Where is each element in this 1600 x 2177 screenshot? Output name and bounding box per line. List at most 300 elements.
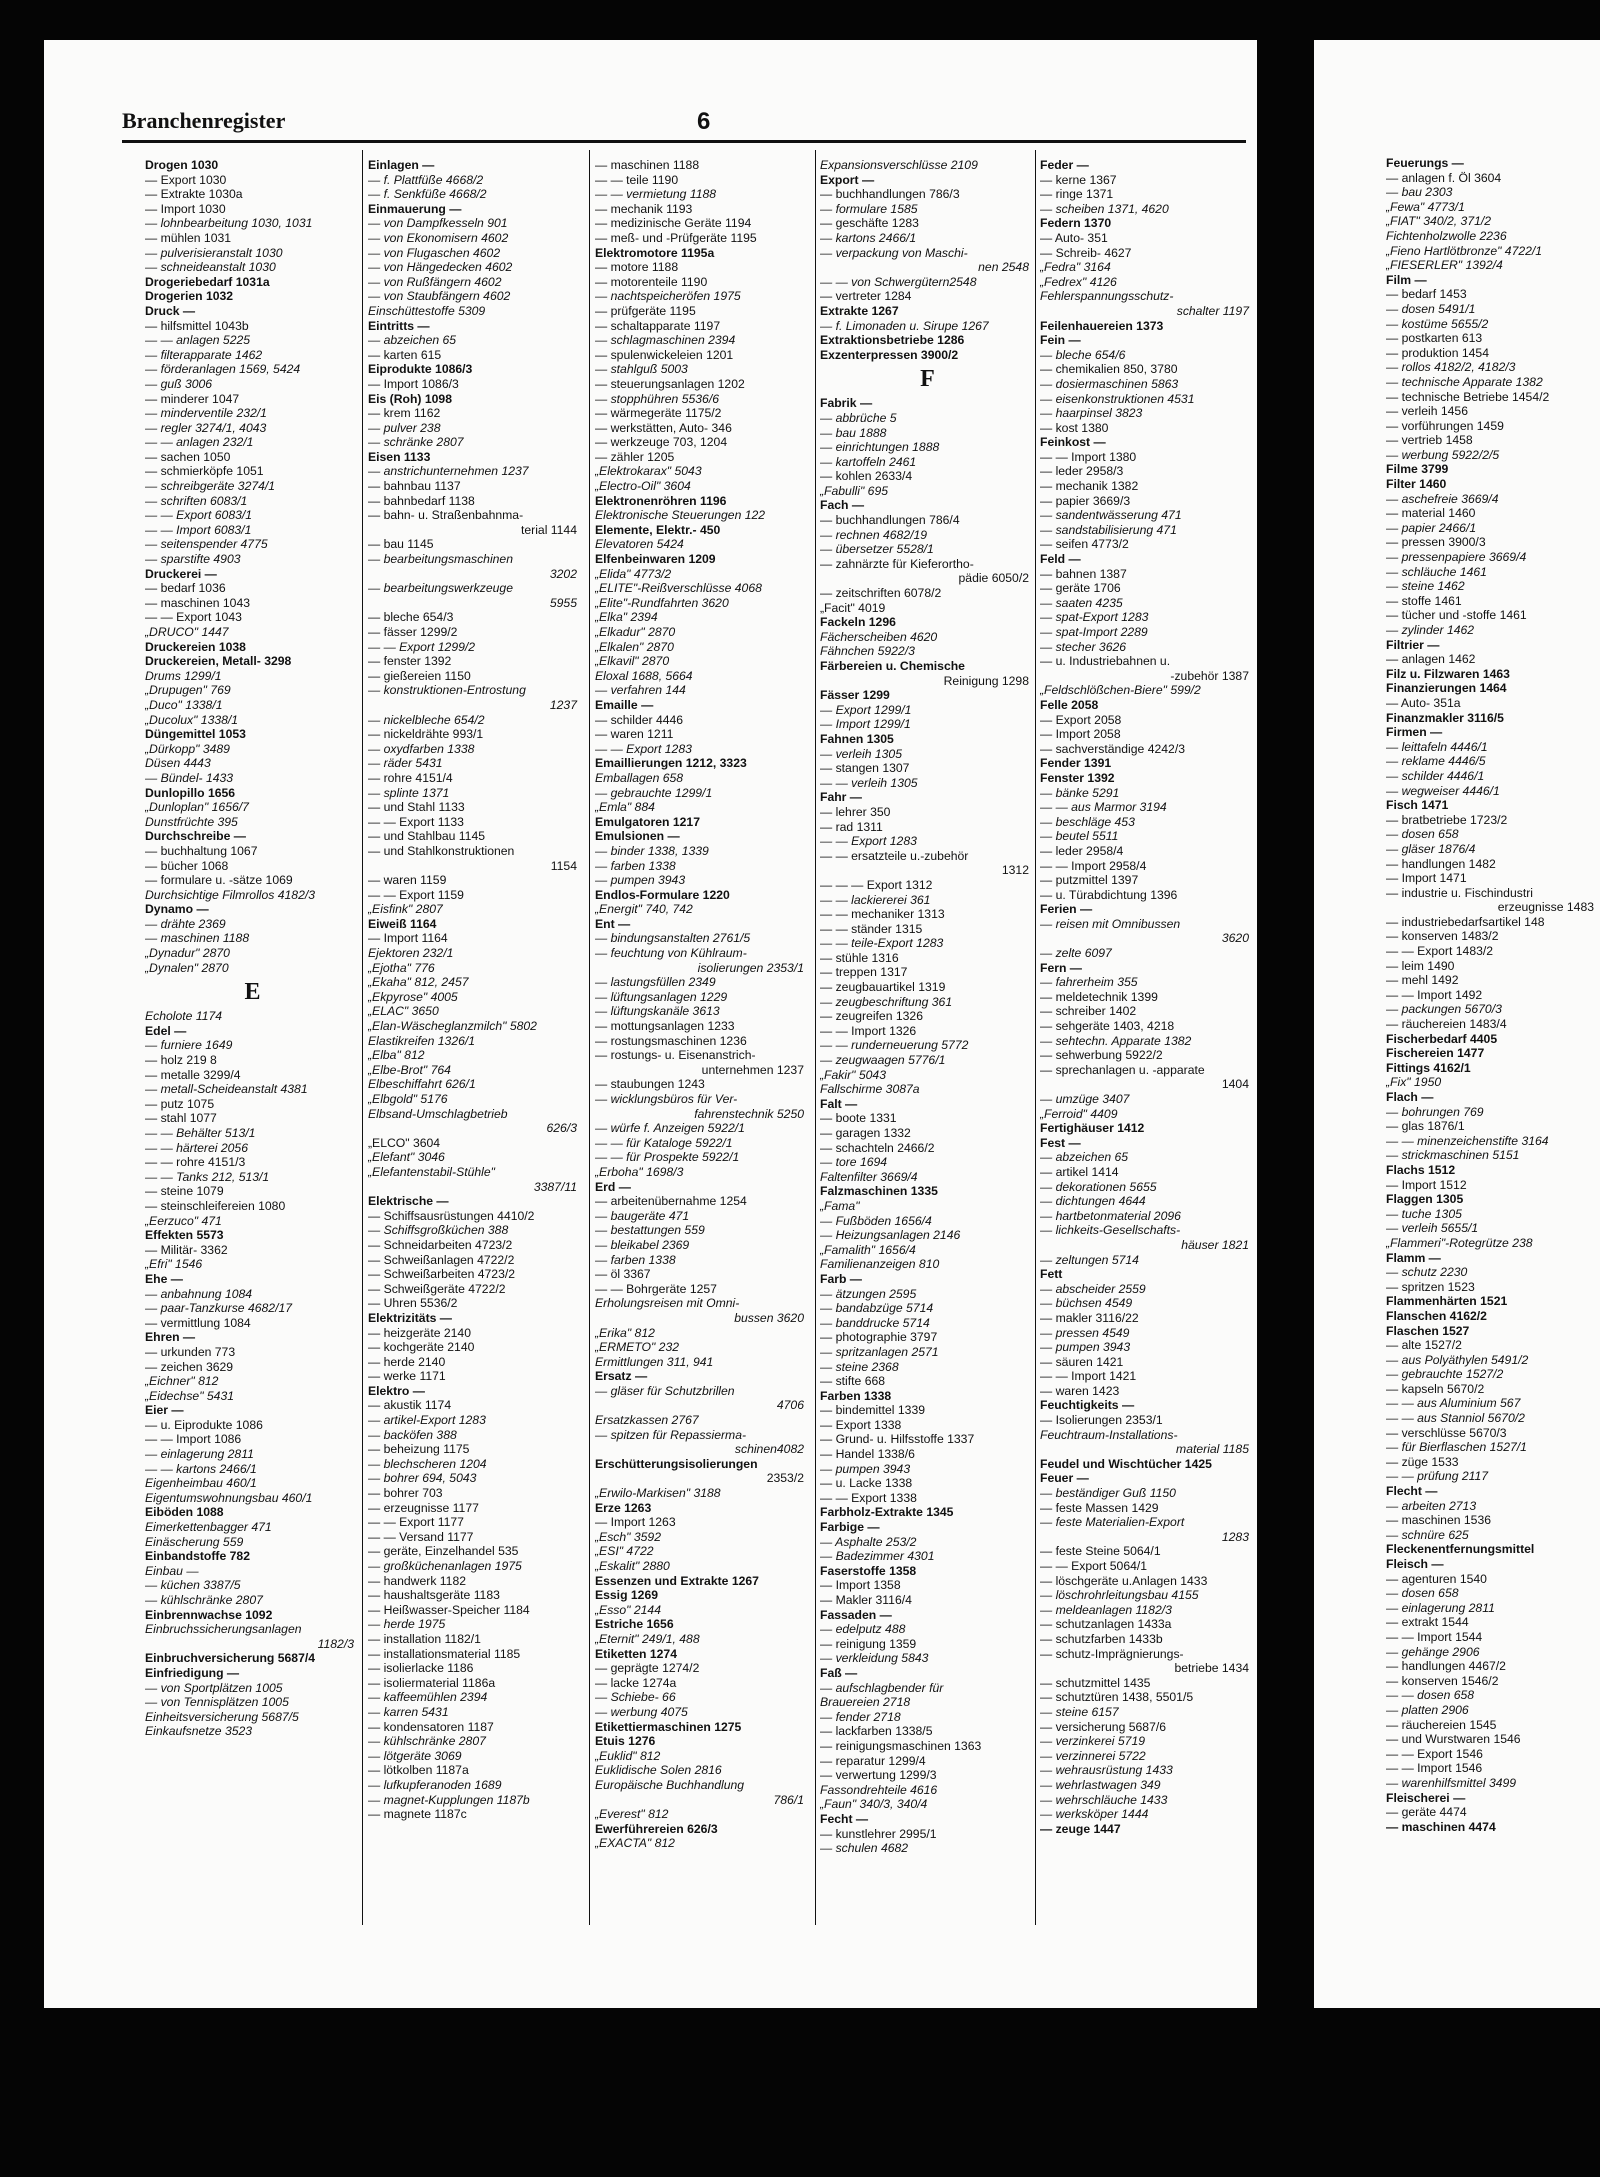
- index-entry: — bohrer 703: [368, 1486, 443, 1501]
- index-entry: — pressenpapiere 3669/4: [1386, 550, 1527, 565]
- index-entry: — zylinder 1462: [1386, 623, 1475, 637]
- column-divider: [362, 150, 363, 1925]
- index-entry: „Facit" 4019: [820, 600, 886, 615]
- index-entry: Eintritts —: [368, 318, 430, 333]
- index-entry: — Heißwasser-Speicher 1184: [368, 1602, 530, 1617]
- index-entry: — heizgeräte 2140: [368, 1325, 471, 1340]
- index-entry: — — Export 1483/2: [1386, 944, 1494, 959]
- index-entry: Fisch 1471: [1386, 798, 1449, 813]
- index-entry: — lohnbearbeitung 1030, 1031: [145, 216, 313, 231]
- index-entry: — bearbeitungsmaschinen: [368, 552, 513, 567]
- index-entry: — Import 1358: [820, 1578, 901, 1593]
- index-entry: — maschinen 1043: [145, 595, 251, 610]
- index-entry: — bahnbau 1137: [368, 479, 461, 494]
- index-entry: — leder 2958/3: [1040, 464, 1124, 479]
- index-entry: Fehlerspannungsschutz-: [1040, 289, 1174, 304]
- index-entry: — fenster 1392: [368, 654, 452, 669]
- index-entry: — von Staubfängern 4602: [368, 289, 511, 304]
- index-entry: — räuchereien 1545: [1386, 1717, 1497, 1732]
- index-entry: Estriche 1656: [595, 1617, 674, 1632]
- index-entry: Expansionsverschlüsse 2109: [820, 158, 978, 172]
- index-entry: — Export 1299/1: [820, 702, 912, 717]
- index-entry: — scheiben 1371, 4620: [1040, 201, 1169, 216]
- index-entry: — Import 1263: [595, 1515, 676, 1530]
- index-entry: Feilenhauereien 1373: [1040, 318, 1164, 333]
- index-entry: — schreiber 1402: [1040, 1004, 1137, 1019]
- index-entry: Etiketten 1274: [595, 1646, 677, 1661]
- index-entry: — bohrungen 769: [1386, 1104, 1484, 1119]
- index-entry: — bindungsanstalten 2761/5: [595, 931, 751, 946]
- index-entry: — industriebedarfsartikel 148: [1386, 914, 1545, 929]
- index-entry: — formulare u. -sätze 1069: [145, 873, 293, 888]
- index-entry: — Schiffsgroßküchen 388: [368, 1223, 509, 1238]
- index-entry: — bücher 1068: [145, 858, 229, 873]
- index-entry: Europäische Buchhandlung: [595, 1777, 745, 1792]
- index-entry: — mechanik 1193: [595, 201, 693, 216]
- index-entry: — bleche 654/6: [1040, 347, 1126, 362]
- index-entry: — förderanlagen 1569, 5424: [145, 362, 301, 377]
- index-entry: 1182/3: [317, 1636, 354, 1651]
- index-entry: Fässer 1299: [820, 688, 890, 703]
- index-entry: „Ejotha" 776: [368, 960, 435, 975]
- index-entry: — makler 3116/22: [1040, 1310, 1139, 1325]
- index-entry: isolierungen 2353/1: [697, 960, 804, 975]
- index-entry: Feuerungs —: [1386, 156, 1464, 170]
- index-entry: Endlos-Formulare 1220: [595, 887, 730, 902]
- index-entry: Ersatz —: [595, 1369, 648, 1384]
- index-entry: — — anlagen 5225: [145, 333, 251, 348]
- index-entry: — sehwerbung 5922/2: [1040, 1048, 1163, 1063]
- index-entry: material 1185: [1176, 1442, 1249, 1457]
- index-entry: — schutz 2230: [1386, 1265, 1468, 1280]
- index-entry: Drums 1299/1: [145, 668, 222, 683]
- index-entry: „Fakir" 5043: [820, 1067, 886, 1082]
- index-entry: — alte 1527/2: [1386, 1338, 1462, 1353]
- index-entry: — industrie u. Fischindustri: [1386, 885, 1533, 900]
- index-entry: — — teile-Export 1283: [820, 936, 944, 951]
- index-entry: — spat-Export 1283: [1040, 610, 1149, 625]
- index-entry: — meldetechnik 1399: [1040, 989, 1158, 1004]
- index-entry: — schachteln 2466/2: [820, 1140, 935, 1155]
- index-entry: — isoliermaterial 1186a: [368, 1675, 496, 1690]
- index-entry: Elbsand-Umschlagbetrieb: [368, 1106, 508, 1121]
- index-entry: — — Bohrgeräte 1257: [595, 1281, 717, 1296]
- index-entry: Fächerscheiben 4620: [820, 629, 938, 644]
- index-entry: „Elite"-Rundfahrten 3620: [595, 595, 729, 610]
- index-entry: — — Import 1421: [1040, 1369, 1137, 1384]
- index-entry: 1237: [549, 697, 577, 712]
- index-entry: — boote 1331: [820, 1111, 897, 1126]
- index-entry: — konserven 1546/2: [1386, 1673, 1499, 1688]
- index-entry: — abscheider 2559: [1040, 1281, 1146, 1296]
- index-entry: — verleih 5655/1: [1386, 1221, 1479, 1236]
- index-entry: — f. Plattfüße 4668/2: [368, 172, 484, 187]
- index-entry: — büchsen 4549: [1040, 1296, 1133, 1311]
- index-entry: — reisen mit Omnibussen: [1040, 916, 1181, 931]
- index-entry: „Dunloplan" 1656/7: [145, 800, 249, 815]
- index-entry: Faltenfilter 3669/4: [820, 1169, 918, 1184]
- index-entry: — banddrucke 5714: [820, 1315, 930, 1330]
- index-entry: — vertreter 1284: [820, 289, 912, 304]
- index-entry: — räder 5431: [368, 756, 443, 771]
- index-entry: — — teile 1190: [595, 172, 679, 187]
- index-entry: — für Bierflaschen 1527/1: [1386, 1440, 1527, 1455]
- index-entry: — feuchtung von Kühlraum-: [595, 946, 747, 961]
- index-entry: Fein —: [1040, 333, 1081, 348]
- index-entry: Fleisch —: [1386, 1557, 1444, 1571]
- index-entry: — — Export 1546: [1386, 1746, 1483, 1761]
- index-entry: — schaltapparate 1197: [595, 318, 721, 333]
- scan-gutter: [1257, 0, 1314, 2030]
- index-entry: — konstruktionen-Entrostung: [368, 683, 526, 698]
- index-entry: — splinte 1371: [368, 785, 450, 800]
- index-entry: Einbau —: [145, 1563, 199, 1578]
- index-entry: Fest —: [1040, 1135, 1081, 1150]
- index-entry: — sehtechn. Apparate 1382: [1040, 1033, 1192, 1048]
- index-entry: „ELITE"-Reißverschlüsse 4068: [595, 581, 762, 596]
- index-entry: — feste Steine 5064/1: [1040, 1544, 1161, 1559]
- index-entry: — backöfen 388: [368, 1427, 457, 1442]
- index-entry: — Import 1299/1: [820, 717, 911, 732]
- index-entry: — einlagerung 2811: [145, 1447, 254, 1462]
- index-entry: — abzeichen 65: [1040, 1150, 1129, 1165]
- index-entry: — mühlen 1031: [145, 230, 232, 245]
- index-entry: 786/1: [773, 1792, 804, 1807]
- index-entry: — — Export 1177: [368, 1515, 464, 1530]
- index-entry: — bleikabel 2369: [595, 1237, 690, 1252]
- index-entry: unternehmen 1237: [701, 1062, 804, 1077]
- index-entry: — schilder 4446/1: [1386, 768, 1485, 783]
- index-entry: „Dynadur" 2870: [145, 946, 230, 961]
- index-entry: — schilder 4446: [595, 712, 684, 727]
- index-entry: — Fußböden 1656/4: [820, 1213, 932, 1228]
- index-entry: — packungen 5670/3: [1386, 1002, 1502, 1017]
- index-entry: Düngemittel 1053: [145, 727, 246, 742]
- index-entry: — gebrauchte 1299/1: [595, 785, 713, 800]
- index-column-3: [595, 158, 810, 1851]
- index-entry: Elektrische —: [368, 1194, 449, 1209]
- index-entry: — nickeldrähte 993/1: [368, 727, 484, 742]
- index-entry: — — minenzeichenstifte 3164: [1386, 1133, 1549, 1148]
- index-entry: Feuer —: [1040, 1471, 1089, 1486]
- index-entry: — maschinen 4474: [1386, 1819, 1496, 1834]
- index-entry: — — Export 1338: [820, 1490, 917, 1505]
- index-entry: — technische Betriebe 1454/2: [1386, 389, 1550, 404]
- index-entry: Euklidische Solen 2816: [595, 1763, 722, 1778]
- index-entry: „Esch" 3592: [595, 1529, 661, 1544]
- index-entry: „Dynalen" 2870: [145, 960, 229, 975]
- index-entry: — bohrer 694, 5043: [368, 1471, 477, 1486]
- index-entry: Ejektoren 232/1: [368, 946, 454, 961]
- index-entry: Falt —: [820, 1096, 858, 1111]
- index-entry: — verzinkerei 5719: [1040, 1734, 1145, 1749]
- index-entry: — tücher und -stoffe 1461: [1386, 608, 1527, 623]
- index-entry: Exzenterpressen 3900/2: [820, 347, 959, 362]
- index-entry: „Elefantenstabil-Stühle": [368, 1164, 495, 1179]
- index-entry: — gehänge 2906: [1386, 1644, 1480, 1659]
- index-entry: — Handel 1338/6: [820, 1447, 915, 1462]
- index-entry: — anlagen 1462: [1386, 652, 1476, 667]
- index-entry: — werksköper 1444: [1040, 1807, 1149, 1822]
- index-entry: — werkstätten, Auto- 346: [595, 420, 732, 435]
- index-entry: — dosen 5491/1: [1386, 301, 1476, 316]
- index-entry: Ehe —: [145, 1271, 183, 1286]
- index-entry: — — Tanks 212, 513/1: [145, 1169, 270, 1184]
- index-entry: Drogeriebedarf 1031a: [145, 274, 270, 289]
- index-entry: — u. Lacke 1338: [820, 1476, 913, 1491]
- index-entry: — Import 1512: [1386, 1177, 1467, 1192]
- index-entry: — sandentwässerung 471: [1040, 508, 1182, 523]
- index-entry: — kartoffeln 2461: [820, 454, 917, 469]
- index-entry: Einschüttestoffe 5309: [368, 303, 486, 318]
- index-entry: — löschgeräte u.Anlagen 1433: [1040, 1573, 1208, 1588]
- index-entry: — fender 2718: [820, 1709, 901, 1724]
- index-entry: — dosen 658: [1386, 827, 1459, 842]
- index-entry: — guß 3006: [145, 376, 213, 391]
- index-entry: Film —: [1386, 272, 1427, 287]
- index-entry: — kühlschränke 2807: [145, 1593, 263, 1607]
- index-entry: — Grund- u. Hilfsstoffe 1337: [820, 1432, 975, 1447]
- index-entry: Fackeln 1296: [820, 615, 896, 630]
- index-entry: — seifen 4773/2: [1040, 537, 1129, 552]
- index-entry: Elektronische Steuerungen 122: [595, 508, 766, 523]
- index-entry: — feste Materialien-Export: [1040, 1515, 1185, 1530]
- index-entry: „Eerzuco" 471: [145, 1213, 222, 1228]
- index-entry: — lastungsfüllen 2349: [595, 975, 716, 990]
- index-entry: Fleischerei —: [1386, 1790, 1466, 1805]
- index-entry: Einfriedigung —: [145, 1665, 240, 1680]
- index-entry: — Export 2058: [1040, 712, 1122, 727]
- index-entry: Flachs 1512: [1386, 1162, 1456, 1177]
- index-entry: „DRUCO" 1447: [145, 625, 229, 639]
- index-entry: — spat-Import 2289: [1040, 625, 1148, 639]
- scan-border-top: [0, 0, 1600, 40]
- index-entry: — verkleidung 5843: [820, 1651, 929, 1666]
- index-entry: häuser 1821: [1181, 1237, 1249, 1252]
- index-entry: — bestattungen 559: [595, 1223, 705, 1238]
- index-entry: — züge 1533: [1386, 1454, 1459, 1469]
- index-entry: — schläuche 1461: [1386, 564, 1487, 579]
- index-entry: „Ducolux" 1338/1: [145, 712, 239, 727]
- index-entry: Fassondrehteile 4616: [820, 1782, 938, 1797]
- index-entry: — rostungs- u. Eisenanstrich-: [595, 1048, 756, 1063]
- index-entry: — herde 2140: [368, 1354, 446, 1369]
- index-entry: Ent —: [595, 916, 631, 931]
- index-entry: „Erboha" 1698/3: [595, 1164, 684, 1179]
- index-entry: — wehrschläuche 1433: [1040, 1792, 1168, 1807]
- index-entry: — — ersatzteile u.-zubehör: [820, 848, 969, 863]
- index-entry: — handwerk 1182: [368, 1573, 467, 1588]
- index-entry: Extraktionsbetriebe 1286: [820, 333, 965, 348]
- index-entry: — bandabzüge 5714: [820, 1301, 934, 1316]
- index-entry: — — Import 1326: [820, 1023, 917, 1038]
- index-entry: „Eskalit" 2880: [595, 1559, 670, 1573]
- index-entry: Druckereien 1038: [145, 639, 246, 654]
- index-entry: — pulver 238: [368, 420, 441, 435]
- index-entry: — reinigungsmaschinen 1363: [820, 1738, 982, 1753]
- index-entry: — waren 1211: [595, 727, 674, 742]
- index-entry: — leim 1490: [1386, 958, 1455, 973]
- index-entry: — stühle 1316: [820, 950, 899, 965]
- index-entry: — — kartons 2466/1: [145, 1461, 257, 1476]
- index-entry: 626/3: [546, 1121, 577, 1136]
- index-entry: — stifte 668: [820, 1374, 886, 1389]
- index-entry: Fett: [1040, 1267, 1063, 1282]
- index-entry: — Isolierungen 2353/1: [1040, 1413, 1163, 1428]
- index-entry: — staubungen 1243: [595, 1077, 705, 1092]
- index-entry: — anlagen f. Öl 3604: [1386, 170, 1502, 185]
- index-entry: — schnüre 625: [1386, 1527, 1469, 1542]
- index-entry: „Erika" 812: [595, 1325, 655, 1340]
- page-header: [122, 108, 1246, 138]
- index-entry: — wicklungsbüros für Ver-: [595, 1092, 738, 1106]
- index-entry: „Fabulli" 695: [820, 483, 889, 498]
- index-entry: — putzmittel 1397: [1040, 873, 1139, 888]
- index-entry: — — für Kataloge 5922/1: [595, 1135, 733, 1150]
- index-entry: „Elbgold" 5176: [368, 1092, 448, 1106]
- index-entry: — produktion 1454: [1386, 345, 1489, 360]
- index-entry: — lüftungsanlagen 1229: [595, 989, 728, 1004]
- index-entry: — postkarten 613: [1386, 331, 1483, 346]
- index-entry: — schneideanstalt 1030: [145, 260, 276, 275]
- index-entry: — Bündel- 1433: [145, 770, 234, 785]
- index-entry: — aufschlagbender für: [820, 1680, 944, 1695]
- index-entry: Feinkost —: [1040, 435, 1106, 450]
- index-entry: — akustik 1174: [368, 1398, 452, 1413]
- index-entry: „Elektrokarax" 5043: [595, 464, 702, 479]
- index-entry: — lötgeräte 3069: [368, 1748, 462, 1763]
- index-entry: Fallschirme 3087a: [820, 1082, 920, 1097]
- index-entry: — von Hängedecken 4602: [368, 260, 513, 275]
- index-entry: — extrakt 1544: [1386, 1615, 1469, 1630]
- index-entry: Firmen —: [1386, 725, 1443, 740]
- index-entry: „ELAC" 3650: [368, 1004, 439, 1019]
- index-entry: — — runderneuerung 5772: [820, 1038, 969, 1053]
- index-entry: Emulsionen —: [595, 829, 680, 844]
- index-entry: Feuchtraum-Installations-: [1040, 1427, 1178, 1442]
- index-entry: Druckerei —: [145, 566, 217, 581]
- index-entry: — minderer 1047: [145, 391, 240, 406]
- index-entry: „Elba" 812: [368, 1048, 425, 1063]
- index-entry: Eimerkettenbagger 471: [145, 1520, 272, 1535]
- index-entry: „Ekpyrose" 4005: [368, 989, 458, 1004]
- index-entry: — aus Polyäthylen 5491/2: [1386, 1352, 1529, 1367]
- index-entry: — nachtspeicheröfen 1975: [595, 289, 741, 304]
- index-entry: — eisenkonstruktionen 4531: [1040, 391, 1195, 406]
- index-entry: — waren 1159: [368, 873, 447, 888]
- index-entry: — spritzanlagen 2571: [820, 1344, 939, 1359]
- index-entry: — fahrerheim 355: [1040, 975, 1138, 990]
- index-entry: Flach —: [1386, 1090, 1434, 1104]
- index-entry: „Eidechse" 5431: [145, 1388, 235, 1403]
- index-entry: — werkzeuge 703, 1204: [595, 435, 728, 450]
- index-entry: — — dosen 658: [1386, 1688, 1475, 1703]
- index-entry: — — lackiererei 361: [820, 892, 931, 907]
- index-entry: Export —: [820, 172, 875, 187]
- index-entry: — wehrlastwagen 349: [1040, 1777, 1161, 1792]
- index-entry: — — Import 1492: [1386, 987, 1483, 1002]
- index-entry: — zähler 1205: [595, 449, 675, 464]
- index-entry: — vorführungen 1459: [1386, 418, 1504, 433]
- index-entry: — reinigung 1359: [820, 1636, 917, 1651]
- index-entry: „Flammeri"-Rotegrütze 238: [1386, 1235, 1533, 1250]
- index-entry: — dichtungen 4644: [1040, 1194, 1146, 1209]
- index-entry: — von Sportplätzen 1005: [145, 1680, 283, 1695]
- index-entry: — Schiffsausrüstungen 4410/2: [368, 1208, 535, 1223]
- index-entry: — öl 3367: [595, 1267, 651, 1282]
- index-entry: erzeugnisse 1483: [1497, 900, 1594, 915]
- index-entry: — schränke 2807: [368, 435, 464, 450]
- index-entry: — artikel 1414: [1040, 1164, 1119, 1179]
- index-entry: — erzeugnisse 1177: [368, 1500, 479, 1515]
- index-entry: — großküchenanlagen 1975: [368, 1559, 522, 1573]
- index-entry: — steine 1462: [1386, 579, 1465, 594]
- index-entry: fahrenstechnik 5250: [694, 1106, 804, 1121]
- index-entry: — spitzen für Repassierma-: [595, 1427, 747, 1442]
- index-entry: — leder 2958/4: [1040, 843, 1124, 858]
- index-entry: — minderventile 232/1: [145, 406, 267, 421]
- index-entry: Flecht —: [1386, 1484, 1438, 1499]
- index-entry: Ferien —: [1040, 902, 1093, 917]
- index-entry: — steine 6157: [1040, 1704, 1119, 1719]
- index-entry: — artikel-Export 1283: [368, 1413, 486, 1428]
- index-entry: Fischerbedarf 4405: [1386, 1031, 1498, 1046]
- index-entry: — ätzungen 2595: [820, 1286, 917, 1301]
- index-entry: „Emla" 884: [595, 800, 655, 815]
- index-entry: Farb —: [820, 1271, 862, 1286]
- index-entry: — f. Senkfüße 4668/2: [368, 187, 487, 202]
- index-entry: „Feldschlößchen-Biere" 599/2: [1040, 683, 1201, 698]
- index-entry: — meß- und -Prüfgeräte 1195: [595, 230, 757, 245]
- index-entry: — putz 1075: [145, 1096, 215, 1111]
- index-entry: — einlagerung 2811: [1386, 1600, 1495, 1615]
- index-entry: — — Import 1380: [1040, 449, 1137, 464]
- index-entry: — Auto- 351a: [1386, 695, 1461, 710]
- index-entry: — tuche 1305: [1386, 1206, 1462, 1221]
- index-entry: Finanzierungen 1464: [1386, 681, 1507, 696]
- index-entry: — wegweiser 4446/1: [1386, 783, 1500, 798]
- index-entry: — urkunden 773: [145, 1344, 236, 1359]
- index-entry: — edelputz 488: [820, 1622, 906, 1637]
- index-entry: „Drupugen" 769: [145, 683, 231, 698]
- index-entry: — kerne 1367: [1040, 172, 1117, 187]
- index-entry: Fecht —: [820, 1811, 869, 1826]
- index-entry: — haarpinsel 3823: [1040, 406, 1143, 421]
- index-entry: — werbung 4075: [595, 1704, 688, 1719]
- index-entry: — bedarf 1453: [1386, 287, 1467, 302]
- index-entry: Filz u. Filzwaren 1463: [1386, 666, 1510, 681]
- index-entry: — steine 2368: [820, 1359, 899, 1374]
- index-entry: — meldeanlagen 1182/3: [1040, 1602, 1172, 1617]
- index-entry: — schutz-Imprägnierungs-: [1040, 1646, 1184, 1661]
- index-entry: „Eichner" 812: [145, 1374, 219, 1389]
- index-entry: — waren 1423: [1040, 1383, 1120, 1398]
- index-entry: — motorenteile 1190: [595, 274, 708, 289]
- index-entry: — bänke 5291: [1040, 785, 1120, 800]
- index-entry: — von Ekonomisern 4602: [368, 230, 509, 245]
- index-entry: — bleche 654/3: [368, 610, 454, 625]
- column-divider: [589, 150, 590, 1925]
- index-entry: — gläser für Schutzbrillen: [595, 1383, 735, 1398]
- index-entry: — anstrichunternehmen 1237: [368, 464, 529, 479]
- scan-border-left: [0, 0, 44, 2030]
- index-entry: — stecher 3626: [1040, 639, 1127, 654]
- index-entry: — zeugbeschriftung 361: [820, 994, 953, 1009]
- index-entry: — bahn- u. Straßenbahnma-: [368, 508, 524, 523]
- index-entry: — — Export 6083/1: [145, 508, 253, 523]
- index-entry: — stoffe 1461: [1386, 593, 1462, 608]
- page-number: 6: [697, 108, 711, 135]
